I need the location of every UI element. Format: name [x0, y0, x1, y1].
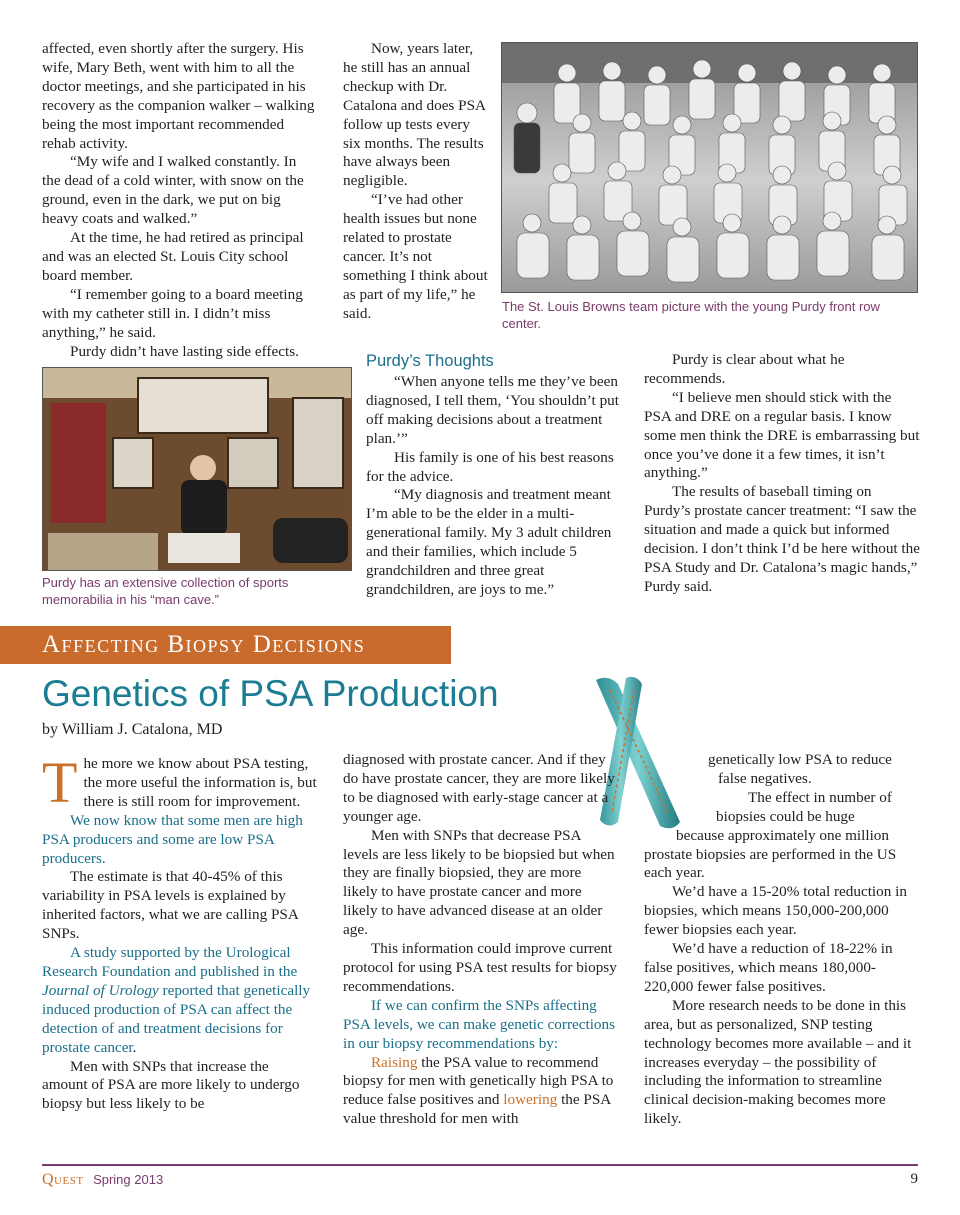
highlight-paragraph: If we can confirm the SNPs affecting PSA levels, we can make genetic corrections in our biopsy recommendations by:: [343, 996, 616, 1052]
paragraph: More research needs to be done in this area, but as personalized, SNP testing technology becomes more available – and it increases everyday – the possibility of including the information to streamline clinical decision-making becomes more likely.: [644, 996, 912, 1128]
footer-left: [42, 1171, 163, 1189]
footer-divider: [42, 1164, 918, 1166]
text-line: false negatives.: [718, 769, 812, 787]
paragraph-text: A study supported by the Urological Research Foundation and published in the: [42, 944, 298, 980]
team-photo-image: [502, 43, 917, 292]
article-title: Genetics of PSA Production: [42, 673, 499, 714]
paragraph: Now, years later, he still has an annual checkup with Dr. Catalona and does PSA follow up tests every six months. The results have always been negligible.: [343, 40, 486, 190]
emphasis-raising: Raising: [371, 1053, 418, 1071]
emphasis-lowering: lowering: [503, 1091, 558, 1109]
highlight-paragraph: [42, 944, 318, 1057]
drop-cap: T: [42, 750, 78, 815]
paragraph-text: he more we know about PSA testing, the more useful the information is, but there is still room for improvement.: [83, 755, 317, 810]
team-photo-caption: The St. Louis Browns team picture with the young Purdy front row center.: [502, 299, 880, 331]
paragraph: [42, 750, 318, 815]
paragraph: Purdy didn’t have lasting side effects.: [70, 342, 299, 360]
mancave-photo: [42, 367, 352, 571]
paragraph: Men with SNPs that increase the amount of PSA are more likely to undergo biopsy but less likely to be: [42, 1057, 300, 1113]
paragraph: We’d have a reduction of 18-22% in false positives, which means 180,000-220,000 fewer false positives.: [644, 940, 893, 995]
footer-brand: Quest: [42, 1171, 84, 1188]
period: .: [132, 1038, 137, 1056]
article-column-1: [42, 750, 318, 1114]
thoughts-column: [366, 373, 620, 600]
article-byline: by William J. Catalona, MD: [42, 721, 223, 738]
footer-issue: Spring 2013: [93, 1172, 164, 1187]
highlight-paragraph: We now know that some men are high PSA producers and some are low PSA producers.: [42, 811, 303, 867]
section-banner: Affecting Biopsy Decisions: [0, 626, 451, 664]
article-column-3: [644, 751, 920, 1129]
column-3-top: [644, 351, 920, 597]
paragraph: “I remember going to a board meeting with my catheter still in. I didn’t miss anything,” he said.: [42, 285, 303, 341]
journal-name: Journal of Urology: [42, 981, 159, 999]
paragraph: affected, even shortly after the surgery. His wife, Mary Beth, went with him to all the doctor meetings, and she participated in his recovery as the companion walker – walking being the most important recommended rehab activity.: [42, 40, 315, 152]
paragraph: His family is one of his best reasons for the advice.: [366, 448, 614, 485]
paragraph: “My diagnosis and treatment meant I’m able to be the elder in a multi-generational family. My 3 adult children and their families, which include 5 grandchildren and three great grandchildren, are joys to me.”: [366, 486, 612, 598]
paragraph-text: reported that genetically induced production of PSA can affect the detection of and treatment decisions for prostate cancer: [42, 981, 311, 1056]
article-column-2: [343, 751, 619, 1129]
paragraph: “When anyone tells me they’ve been diagnosed, I tell them, ‘You shouldn’t put off making decisions about a treatment plan.’”: [366, 373, 619, 447]
paragraph-text: the PSA value threshold for men with: [343, 1091, 611, 1128]
page-number: 9: [910, 1171, 918, 1187]
mancave-photo-image: [43, 368, 351, 570]
text-line: because approximately one million: [676, 826, 889, 844]
paragraph: This information could improve current protocol for using PSA test results for biopsy recommendations.: [343, 940, 617, 995]
paragraph: Men with SNPs that decrease PSA levels are less likely to be biopsied but when they are finally biopsied, they are more likely to have prostate cancer and more likely to have advanced disease at an older age.: [343, 826, 615, 939]
paragraph-text: the PSA value to recommend biopsy for men with genetically high PSA to reduce false positives and: [343, 1053, 614, 1109]
paragraph: “My wife and I walked constantly. In the dead of a cold winter, with snow on the ground, even in the dark, we put on big heavy coats and walked.”: [42, 153, 304, 228]
text-line: The effect in number of: [748, 788, 892, 806]
paragraph: diagnosed with prostate cancer. And if they do have prostate cancer, they are more likely to be diagnosed with early-stage cancer at a younger age.: [343, 751, 615, 825]
paragraph: prostate biopsies are performed in the US each year.: [644, 845, 897, 882]
text-line: biopsies could be huge: [716, 807, 855, 825]
mancave-photo-caption: Purdy has an extensive collection of sports memorabilia in his “man cave.”: [42, 575, 289, 607]
paragraph: At the time, he had retired as principal and was an elected St. Louis City school board member.: [42, 229, 304, 284]
paragraph: The results of baseball timing on Purdy’s prostate cancer treatment: “I saw the situation and made a quick but informed decision. I don’t think I’d be here without the PSA Study and Dr. Catalona’s magic hands,” Purdy said.: [644, 483, 920, 595]
paragraph: The estimate is that 40-45% of this variability in PSA levels is explained by inherited factors, what we are calling PSA SNPs.: [42, 868, 298, 943]
text-line: genetically low PSA to reduce: [708, 751, 892, 768]
column-1-top: [42, 40, 317, 361]
section-heading: Purdy’s Thoughts: [366, 352, 494, 370]
paragraph: “I believe men should stick with the PSA and DRE on a regular basis. I know some men think the DRE is embarrassing but once you’ve done it a few times, it isn’t anything.”: [644, 388, 920, 482]
paragraph: “I’ve had other health issues but none related to prostate cancer. It’s not something I think about as part of my life,” he said.: [343, 191, 488, 322]
paragraph: We’d have a 15-20% total reduction in biopsies, which means 150,000-200,000 fewer biopsies each year.: [644, 883, 907, 939]
paragraph: [343, 1054, 619, 1130]
column-2-top: [343, 40, 489, 324]
paragraph: Purdy is clear about what he recommends.: [644, 351, 845, 387]
team-photo: [501, 42, 918, 293]
